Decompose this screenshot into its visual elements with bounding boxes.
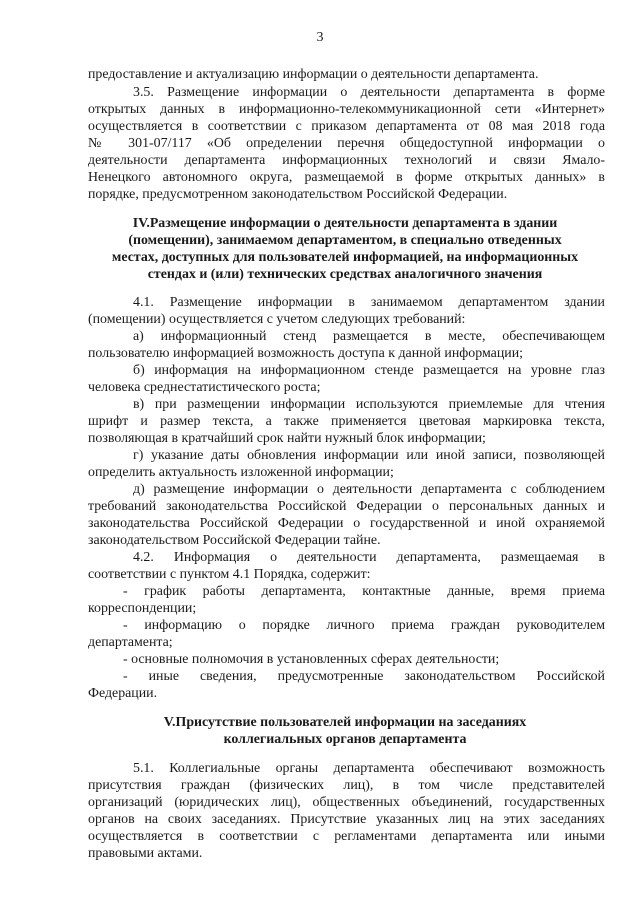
text-line: № 301-07/117 «Об определении перечня общедоступной информации о: [88, 136, 605, 151]
text-line: позволяющая в кратчайший срок найти нужный блок информации;: [88, 431, 486, 446]
paragraph-first-line: 3.5. Размещение информации о деятельности департамента в форме: [133, 85, 605, 100]
text-line: корреспонденции;: [88, 601, 197, 616]
list-item: - график работы департамента, контактные данные, время приема: [123, 584, 605, 599]
text-line: осуществляется в соответствии с регламентами департамента или иными: [88, 829, 605, 844]
section-heading-iv: (помещении), занимаемом департаментом, в специально отведенных: [128, 233, 562, 248]
text-line: осуществляется в соответствии с приказом департамента от 08 мая 2018 года: [88, 119, 605, 134]
text-line: Ненецкого автономного округа, размещаемой в форме открытых данных» в: [88, 170, 605, 185]
paragraph-first-line: д) размещение информации о деятельности департамента с соблюдением: [133, 482, 605, 497]
text-line: определить актуальность изложенной информации;: [88, 465, 394, 480]
section-heading-iv: стендах и (или) технических средствах аналогичного значения: [147, 267, 543, 282]
paragraph-first-line: 4.1. Размещение информации в занимаемом департаментом здании: [133, 295, 605, 310]
text-line: человека среднестатистического роста;: [88, 380, 321, 395]
text-line: (помещении) осуществляется с учетом следующих требований:: [88, 312, 466, 327]
text-line: Федерации.: [88, 686, 158, 701]
text-line: законодательством Российской Федерации тайне.: [88, 533, 381, 548]
text-line: открытых данных в информационно-телекоммуникационной сети «Интернет»: [88, 102, 605, 117]
text-line: законодательства Российской Федерации о государственной и иной охраняемой: [88, 516, 605, 531]
text-line: деятельности департамента информационных технологий и связи Ямало-: [88, 153, 605, 168]
paragraph-first-line: 5.1. Коллегиальные органы департамента обеспечивают возможность: [133, 761, 605, 776]
paragraph-first-line: в) при размещении информации используются приемлемые для чтения: [133, 397, 605, 412]
text-line: шрифт и размер текста, а также применяется цветовая маркировка текста,: [88, 414, 605, 429]
section-heading-v: V.Присутствие пользователей информации на заседаниях: [163, 715, 527, 730]
text-line: порядке, предусмотренном законодательством Российской Федерации.: [88, 187, 508, 202]
section-heading-iv: IV.Размещение информации о деятельности департамента в здании: [132, 216, 558, 231]
paragraph-first-line: б) информация на информационном стенде размещается на уровне глаз: [133, 363, 605, 378]
section-heading-v: коллегиальных органов департамента: [223, 732, 467, 747]
text-line: требований законодательства Российской Федерации о персональных данных и: [88, 499, 605, 514]
text-line: органов на своих заседаниях. Присутствие указанных лиц на этих заседаниях: [88, 812, 605, 827]
paragraph-first-line: 4.2. Информация о деятельности департамента, размещаемая в: [133, 550, 605, 565]
text-line: предоставление и актуализацию информации о деятельности департамента.: [88, 67, 539, 82]
paragraph-first-line: а) информационный стенд размещается в месте, обеспечивающем: [133, 329, 605, 344]
list-item: - информацию о порядке личного приема граждан руководителем: [123, 618, 605, 633]
text-line: пользователю информацией возможность доступа к данной информации;: [88, 346, 523, 361]
text-line: присутствия граждан (физических лиц), в том числе представителей: [88, 778, 605, 793]
text-line: правовыми актами.: [88, 846, 203, 861]
page-number: 3: [316, 30, 324, 45]
text-line: департамента;: [88, 635, 173, 650]
section-heading-iv: местах, доступных для пользователей информацией, на информационных: [111, 250, 579, 265]
paragraph-first-line: г) указание даты обновления информации или иной записи, позволяющей: [133, 448, 605, 463]
text-line: организаций (юридических лиц), общественных объединений, государственных: [88, 795, 605, 810]
list-item: - основные полномочия в установленных сферах деятельности;: [123, 652, 500, 667]
text-line: соответствии с пунктом 4.1 Порядка, содержит:: [88, 567, 371, 582]
list-item: - иные сведения, предусмотренные законодательством Российской: [123, 669, 605, 684]
